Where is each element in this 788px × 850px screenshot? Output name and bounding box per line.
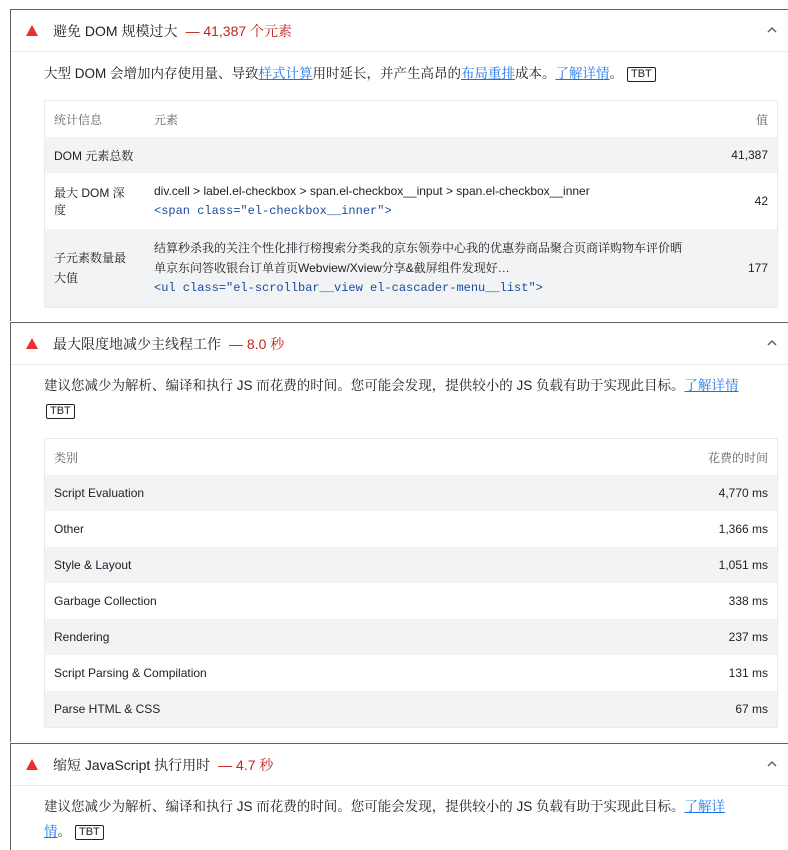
time-value: 237 ms xyxy=(547,619,777,655)
table-row xyxy=(45,511,778,547)
desc-text: 成本。 xyxy=(515,66,556,81)
chevron-up-icon[interactable] xyxy=(766,337,778,349)
element-cell xyxy=(145,137,699,173)
col-header-category: 类别 xyxy=(54,450,79,465)
category: Style & Layout xyxy=(45,547,548,583)
audit-display-value: — 8.0 秒 xyxy=(229,335,285,352)
col-header-element: 元素 xyxy=(154,112,179,127)
category: Script Parsing & Compilation xyxy=(54,666,207,680)
audit-display-value: — 41,387 个元素 xyxy=(185,22,293,39)
audit-description xyxy=(44,794,778,844)
category: Garbage Collection xyxy=(54,594,157,608)
learn-more-link[interactable]: 了解详 xyxy=(684,799,726,814)
element-selector: 结算秒杀我的关注个性化排行榜搜索分类我的京东领券中心我的优惠券商品聚合页商详购物车评价晒单京东问答收银台订单首页Webview/Xview分享&截屏组件发现好… xyxy=(154,240,683,275)
dom-stats-table xyxy=(44,100,778,308)
tbt-badge: TBT xyxy=(627,67,656,82)
col-header-stat: 统计信息 xyxy=(54,112,103,127)
learn-more-link[interactable]: 了解详情 xyxy=(684,378,739,393)
category: Script Evaluation xyxy=(45,475,548,511)
stat-label: 子元素数量最大值 xyxy=(45,229,146,307)
audit-header[interactable] xyxy=(11,744,788,786)
link-style-calc[interactable]: 样式计算 xyxy=(258,66,313,81)
time-value: 131 ms xyxy=(728,666,768,680)
audit-bootup-time xyxy=(10,743,788,850)
category: Other xyxy=(54,522,85,536)
stat-value: 41,387 xyxy=(699,137,778,173)
stat-label: DOM 元素总数 xyxy=(45,137,146,173)
audit-description xyxy=(44,373,778,423)
element-selector: div.cell > label.el-checkbox > span.el-checkbox__input > span.el-checkbox__inner xyxy=(154,184,590,198)
stat-value: 42 xyxy=(754,194,768,208)
table-row xyxy=(45,655,778,691)
warning-triangle-icon xyxy=(26,338,38,349)
audit-header[interactable] xyxy=(11,323,788,365)
table-row xyxy=(45,229,778,307)
table-row xyxy=(45,137,778,173)
col-header-value: 值 xyxy=(755,112,768,127)
time-value: 67 ms xyxy=(547,691,777,727)
col-header-time: 花费的时间 xyxy=(707,450,768,465)
time-value: 338 ms xyxy=(728,594,768,608)
chevron-up-icon[interactable] xyxy=(766,758,778,770)
audit-mainthread-work xyxy=(10,322,788,742)
tbt-badge: TBT xyxy=(75,825,104,840)
desc-text: 建议您减少为解析、编译和执行 JS 而花费的时间。您可能会发现，提供较小的 JS 负载有助于实现此目标。 xyxy=(44,378,685,393)
element-snippet: <span class="el-checkbox__inner"> xyxy=(154,204,392,218)
element-cell[interactable] xyxy=(145,229,699,307)
table-row xyxy=(45,619,778,655)
audit-dom-size xyxy=(10,9,788,321)
mainthread-table xyxy=(44,438,778,728)
stat-value: 177 xyxy=(699,229,778,307)
chevron-up-icon[interactable] xyxy=(766,24,778,36)
warning-triangle-icon xyxy=(26,25,38,36)
time-value: 1,051 ms xyxy=(547,547,777,583)
category: Rendering xyxy=(45,619,548,655)
desc-text: 。 xyxy=(609,66,623,81)
desc-text: 用时延长，并产生高昂的 xyxy=(312,66,461,81)
table-row xyxy=(45,475,778,511)
time-value: 1,366 ms xyxy=(718,522,768,536)
table-row xyxy=(45,583,778,619)
category: Parse HTML & CSS xyxy=(45,691,548,727)
audit-description xyxy=(44,61,778,86)
audit-title: 最大限度地减少主线程工作 xyxy=(53,335,221,352)
desc-text: 大型 DOM 会增加内存使用量、导致 xyxy=(44,66,259,81)
learn-more-link[interactable]: 了解详情 xyxy=(555,66,610,81)
audit-header[interactable] xyxy=(11,10,788,52)
link-reflow[interactable]: 布局重排 xyxy=(461,66,515,81)
warning-triangle-icon xyxy=(26,759,38,770)
desc-text: 。 xyxy=(57,824,71,839)
stat-label: 最大 DOM 深度 xyxy=(54,186,125,217)
table-row xyxy=(45,173,778,229)
table-row xyxy=(45,691,778,727)
table-row xyxy=(45,547,778,583)
audit-title: 缩短 JavaScript 执行用时 xyxy=(53,756,211,773)
element-snippet: <ul class="el-scrollbar__view el-cascader-menu__list"> xyxy=(154,280,543,295)
element-cell[interactable] xyxy=(145,173,699,229)
audit-display-value: — 4.7 秒 xyxy=(218,756,274,773)
time-value: 4,770 ms xyxy=(547,475,777,511)
learn-more-link-continued[interactable]: 情 xyxy=(44,824,58,839)
audit-title: 避免 DOM 规模过大 xyxy=(53,22,178,39)
tbt-badge: TBT xyxy=(46,404,75,419)
desc-text: 建议您减少为解析、编译和执行 JS 而花费的时间。您可能会发现，提供较小的 JS 负载有助于实现此目标。 xyxy=(44,799,685,814)
